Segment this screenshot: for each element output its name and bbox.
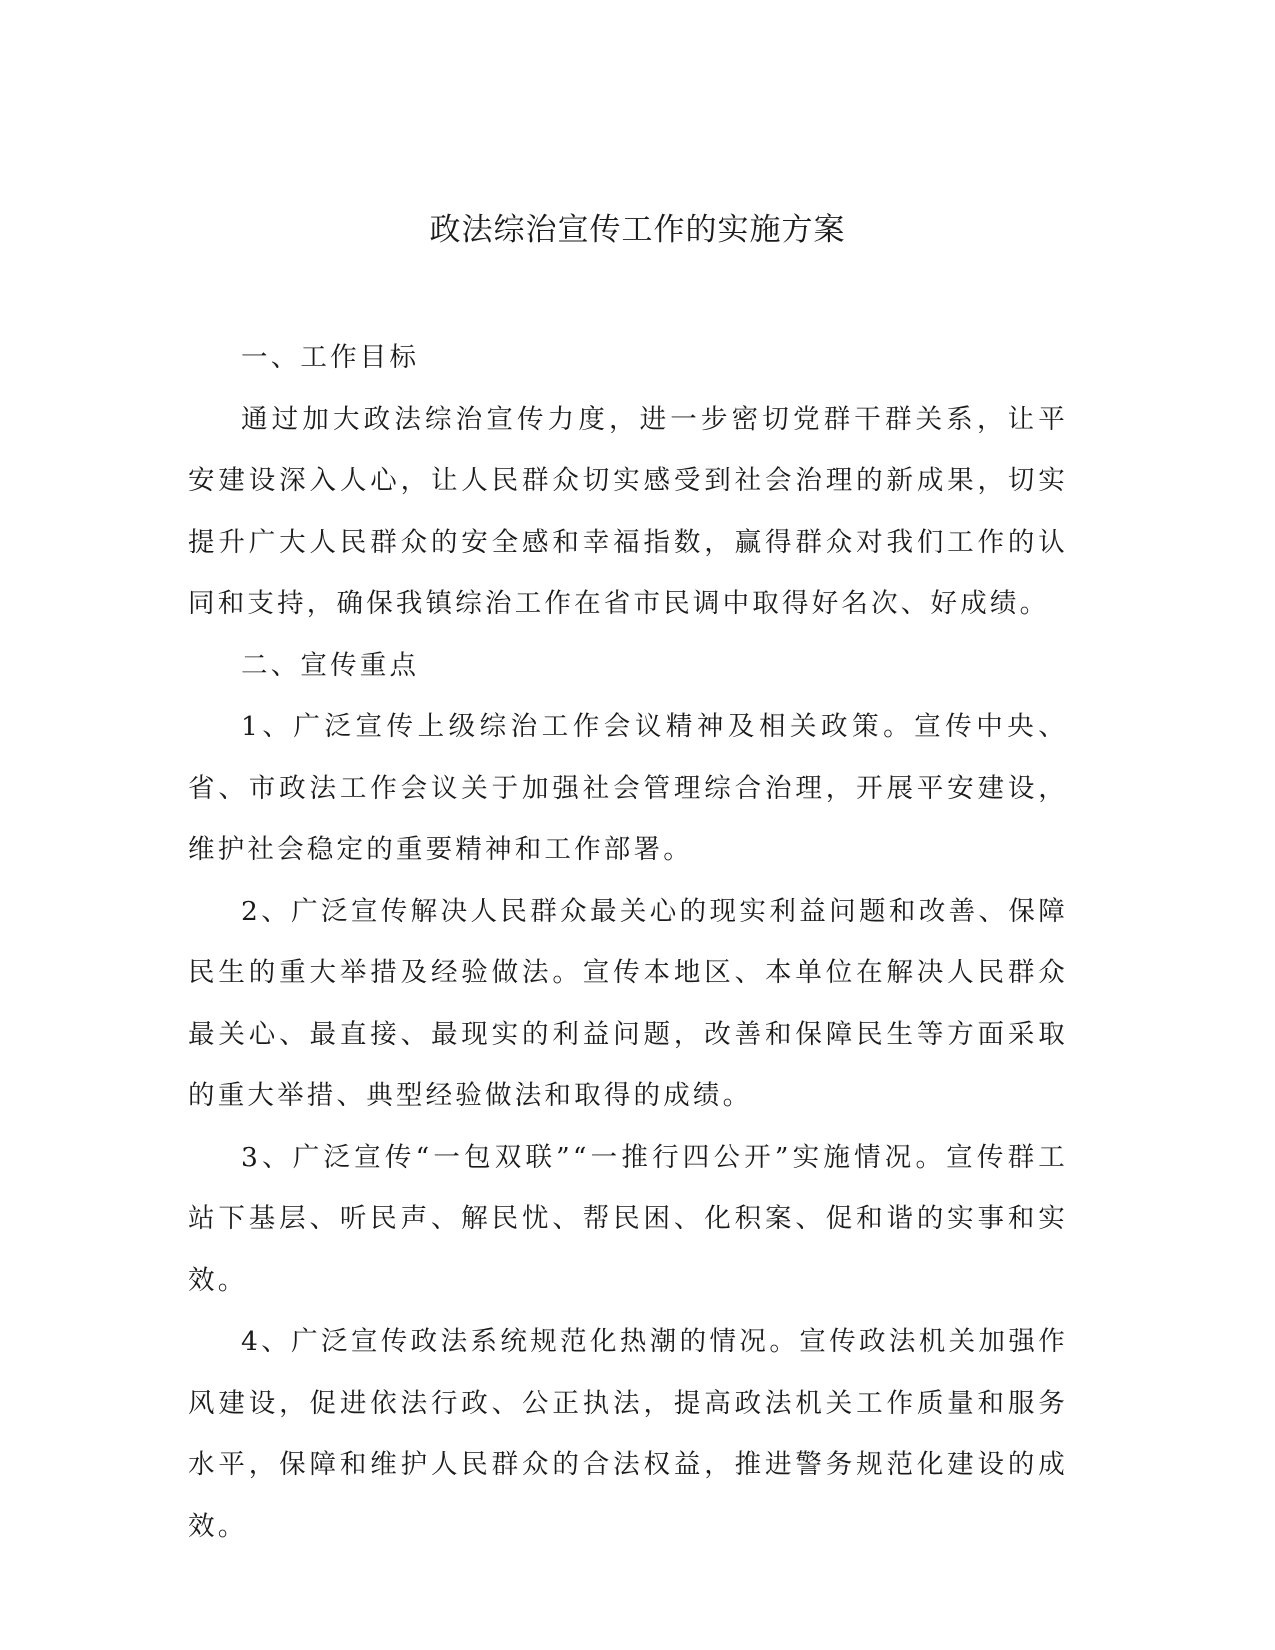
paragraph-focus-4: 4、广泛宣传政法系统规范化热潮的情况。宣传政法机关加强作风建设，促进依法行政、公正执法，提高政法机关工作质量和服务水平，保障和维护人民群众的合法权益，推进警务规范化建设的成效。 (188, 1326, 1068, 1542)
section-heading-focus: 二、宣传重点 (241, 649, 420, 681)
paragraph-focus-2: 2、广泛宣传解决人民群众最关心的现实利益问题和改善、保障民生的重大举措及经验做法。宣传本地区、本单位在解决人民群众最关心、最直接、最现实的利益问题，改善和保障民生等方面采取的重大举措、典型经验做法和取得的成绩。 (188, 895, 1068, 1111)
paragraph-goals: 通过加大政法综治宣传力度，进一步密切党群干群关系，让平安建设深入人心，让人民群众切实感受到社会治理的新成果，切实提升广大人民群众的安全感和幸福指数，赢得群众对我们工作的认同和支持，确保我镇综治工作在省市民调中取得好名次、好成绩。 (188, 403, 1068, 619)
paragraph-focus-1: 1、广泛宣传上级综治工作会议精神及相关政策。宣传中央、省、市政法工作会议关于加强社会管理综合治理，开展平安建设，维护社会稳定的重要精神和工作部署。 (188, 711, 1068, 865)
document-body (188, 327, 1068, 1557)
section-heading-goals: 一、工作目标 (241, 342, 420, 373)
document-title: 政法综治宣传工作的实施方案 (429, 212, 846, 248)
paragraph-focus-3: 3、广泛宣传“一包双联”“一推行四公开”实施情况。宣传群工站下基层、听民声、解民忧、帮民困、化积案、促和谐的实事和实效。 (188, 1141, 1068, 1296)
